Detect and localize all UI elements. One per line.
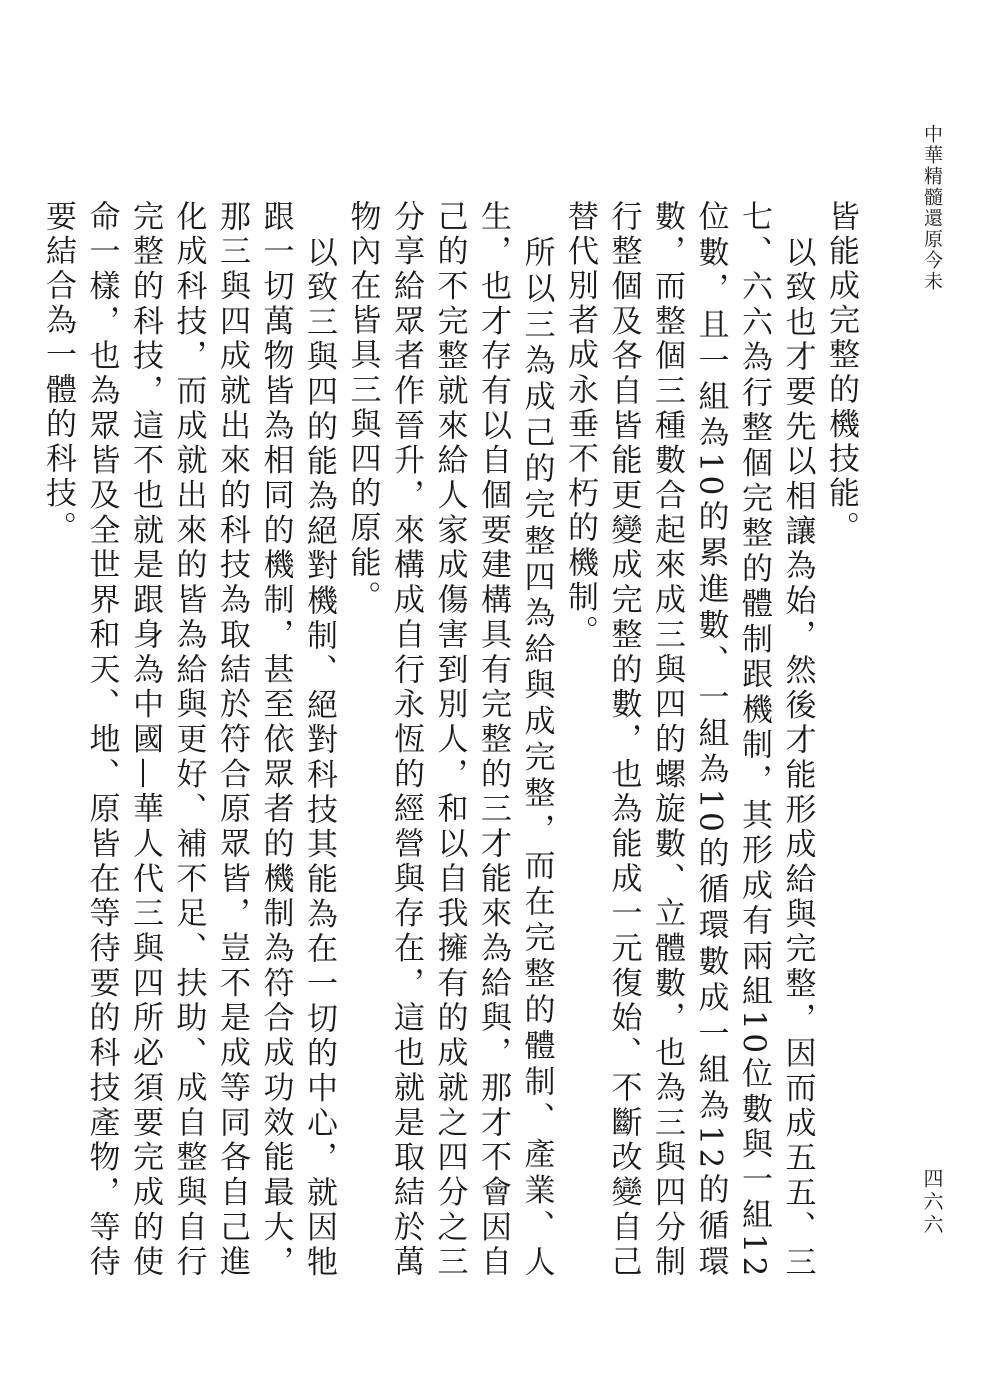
paragraph: 以致三與四的能為絕對機制、絕對科技其能為在一切的中心，就因牠跟一切萬物皆為相同的機制，甚至依眾者的機制為符合成功效能最大，那三與四成就出來的科技為取結於符合原眾皆，豈不是成等同各自己進化成科技，而成就出來的皆為給與更好、補不足、扶助、成自整與自行完整的科技，這不也就是跟身為中國—華人代三與四所必須要完成的使命一樣，也為眾皆及全世界和天、地、原皆在等待要的科技產物，等待要結合為一體的科技。	[40, 200, 337, 1280]
paragraph: 皆能成完整的機技能。	[823, 200, 859, 546]
running-header: 中華精髓還原今未	[921, 124, 943, 292]
paragraph: 以致也才要先以相讓為始，然後才能形成給與完整，因而成五五、三七、六六為行整個完整的體制跟機制，其形成有兩組10位數與一組12位數，且一組為10的累進數、一組為10的循環數成一組為12的循環數，而整個三種數合起來成三與四的螺旋數、立體數，也為三與四分制行整個及各自皆能更變成完整的數，也為能成一元復始、不斷改變自己替代別者成永垂不朽的機制。	[562, 200, 816, 1280]
page-number: 四六六	[920, 1168, 944, 1237]
paragraph: 所以三為成己的完整四為給與成完整，而在完整的體制、產業、人生，也才存有以自個要建構具有完整的三才能來為給與，那才不會因自己的不完整就來給人家成傷害到別人，和以自我擁有的成就之四分之三分享給眾者作晉升，來構成自行永恆的經營與存在，這也就是取結於萬物內在皆具三與四的原能。	[344, 200, 555, 1280]
body-text	[40, 200, 862, 1280]
